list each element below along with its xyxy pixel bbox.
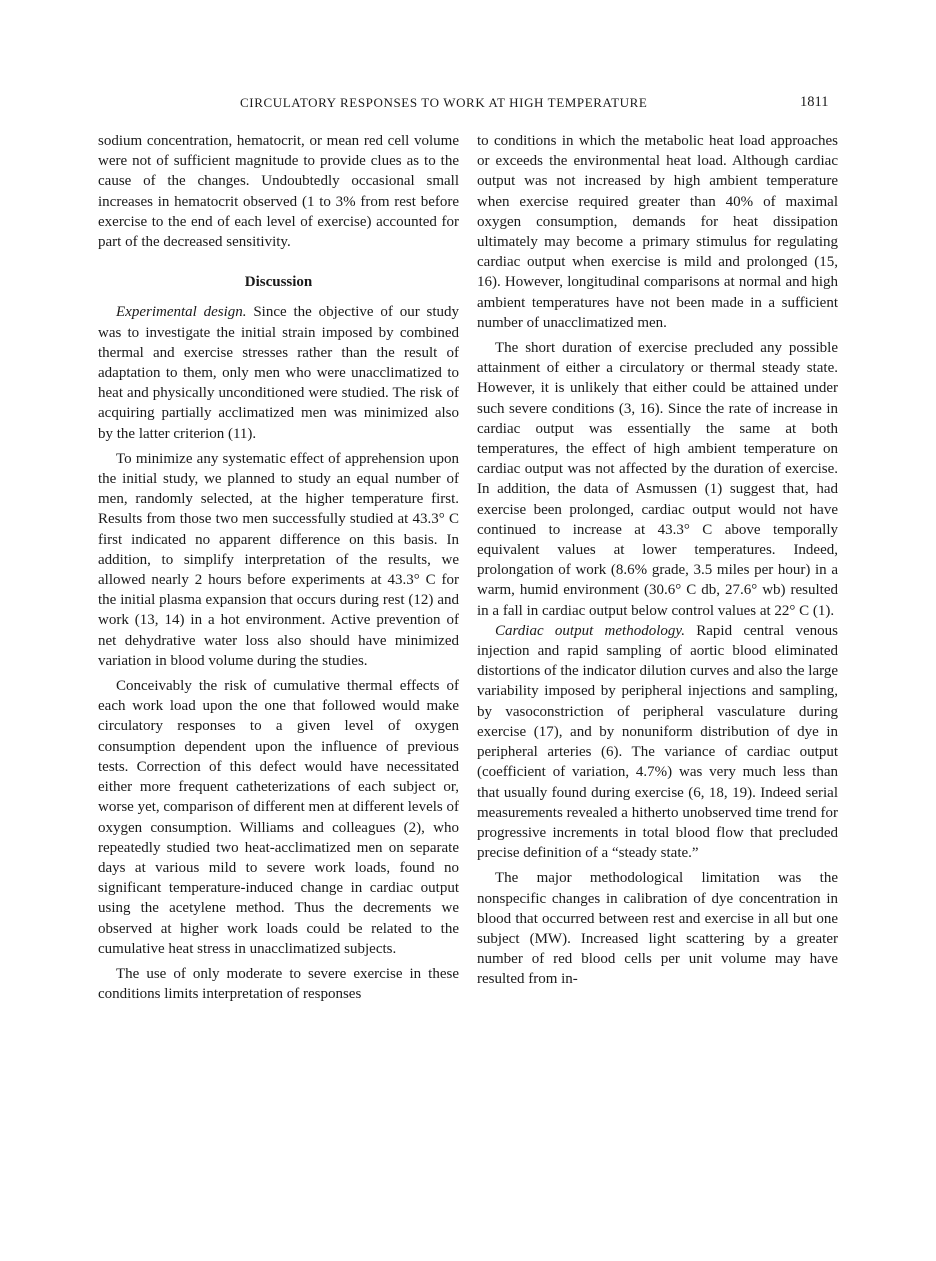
paragraph — [98, 302, 459, 443]
paragraph: To minimize any systematic effect of apprehension upon the initial study, we planned to study an equal number of men, randomly selected, at the higher temperature first. Results from those two men successfully studied at 43.3° C first indicated no apparent difference on this basis. In addition, to simplify interpretation of the results, we allowed nearly 2 hours before experiments at 43.3° C for the initial plasma expansion that occurs during rest (12) and work (13, 14) in a hot environment. Active prevention of net dehydrative water loss also should have minimized variation in blood volume during the studies. — [98, 450, 459, 669]
section-heading: Discussion — [244, 274, 313, 291]
left-column — [98, 131, 459, 1004]
paragraph-text: Rapid central venous injection and rapid sampling of aortic blood eliminated distortions of the indicator dilution curves and also the large variability imposed by peripheral injections and sampling, by vasoconstriction of peripheral vasculature during exercise (17), and by nonuniform distribution of dye in peripheral arteries (6). The variance of cardiac output (coefficient of variation, 4.7%) was very much less than that usually found during exercise (6, 18, 19). Indeed serial measurements revealed a hitherto unobserved time trend for progressive increments in total blood flow that precluded precise definition of a “steady state.” — [477, 622, 838, 862]
run-in-heading: Cardiac output methodology. — [495, 622, 685, 639]
paragraph: The use of only moderate to severe exercise in these conditions limits interpretation of responses — [98, 965, 459, 1003]
paragraph: sodium concentration, hematocrit, or mean red cell volume were not of sufficient magnitude to provide clues as to the cause of the changes. Undoubtedly occasional small increases in hematocrit observed (1 to 3% from rest before exercise to the end of each level of exercise) accounted for part of the decreased sensitivity. — [98, 133, 459, 251]
running-head — [0, 95, 936, 115]
paragraph: Conceivably the risk of cumulative thermal effects of each work load upon the one that followed would make circulatory responses to a given level of oxygen consumption dependent upon the influence of previous tests. Correction of this defect would have necessitated either more frequent catheterizations of each subject or, worse yet, comparison of different men at different levels of oxygen consumption. Williams and colleagues (2), who repeatedly studied two heat-acclimatized men on separate days at various mild to severe work loads, found no significant temperature-induced change in cardiac output using the acetylene method. Thus the decrements we observed at higher work loads could be related to the cumulative heat stress in unacclimatized subjects. — [98, 678, 459, 957]
paragraph: The short duration of exercise precluded any possible attainment of either a circulatory or thermal steady state. However, it is unlikely that either could be attained under such severe conditions (3, 16). Since the rate of increase in cardiac output was essentially the same at both temperatures, the effect of high ambient temperature on cardiac output was not affected by the duration of exercise. In addition, the data of Asmussen (1) suggest that, had exercise been prolonged, cardiac output would not have continued to increase at 43.3° C above temporally equivalent values at lower temperatures. Indeed, prolongation of work (8.6% grade, 3.5 miles per hour) in a warm, humid environment (30.6° C db, 27.6° wb) resulted in a fall in cardiac output below control values at 22° C (1). — [477, 340, 838, 619]
run-in-heading: Experimental design. — [116, 304, 247, 321]
paragraph: The major methodological limitation was the nonspecific changes in calibration of dye concentration in blood that occurred between rest and exercise in all but one subject (MW). Increased light scattering by a greater number of red blood cells per unit volume may have resulted from in- — [477, 870, 838, 988]
paragraph: to conditions in which the metabolic heat load approaches or exceeds the environmental heat load. Although cardiac output was not increased by high ambient temperature when exercise required greater than 40% of maximal oxygen consumption, demands for heat dissipation ultimately may become a primary stimulus for regulating cardiac output when exercise is mild and prolonged (15, 16). However, longitudinal comparisons at normal and high ambient temperatures have not been made in a sufficient number of unacclimatized men. — [477, 133, 838, 331]
right-column — [477, 131, 838, 990]
page-number: 1811 — [800, 94, 829, 110]
paragraph-text: Since the objective of our study was to investigate the initial strain imposed by combined thermal and exercise stresses rather than the result of adaptation to them, only men who were unacclimatized to heat and physically unconditioned were studied. The risk of acquiring partially acclimatized men was minimized also by the latter criterion (11). — [98, 304, 459, 442]
running-title: CIRCULATORY RESPONSES TO WORK AT HIGH TEMPERATURE — [240, 95, 648, 110]
paragraph — [477, 621, 838, 863]
